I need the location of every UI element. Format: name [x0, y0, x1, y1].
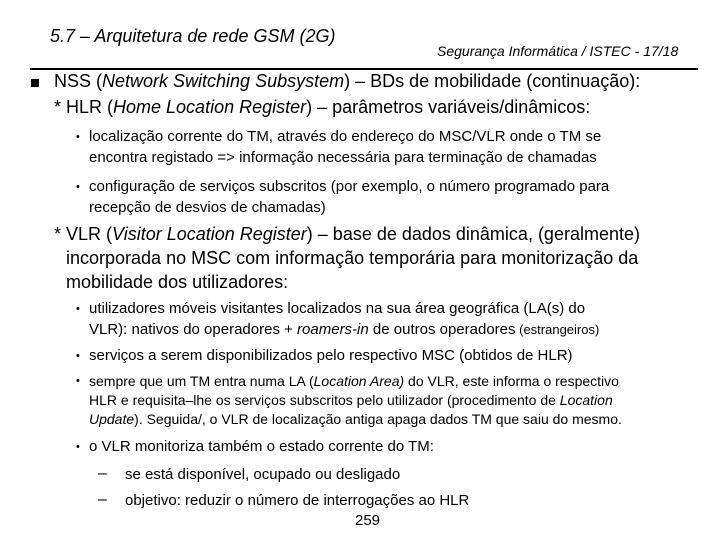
- vlr-b3-l2-pre: HLR e requisita–lhe os serviços subscritos pelo utilizador (procedimento de: [89, 392, 560, 408]
- hlr-post: ) – parâmetros variáveis/dinâmicos:: [306, 97, 591, 117]
- vlr-line-2: incorporada no MSC com informação temporária para monitorização da: [66, 248, 639, 268]
- nss-em: Network Switching Subsystem: [102, 71, 345, 91]
- vlr-b1-pre: VLR): nativos do operadores +: [89, 321, 298, 338]
- dot-bullet-icon: •: [76, 131, 80, 143]
- nss-post: ) – BDs de mobilidade (continuação):: [344, 71, 641, 91]
- sub-item-2: objetivo: reduzir o número de interrogações ao HLR: [125, 492, 470, 509]
- vlr-b1-post: de outros operadores: [368, 321, 516, 338]
- hlr-pre: * HLR (: [54, 97, 114, 117]
- dash-bullet-icon: –: [98, 465, 107, 482]
- dot-bullet-icon: •: [76, 375, 80, 387]
- vlr-b1-small: (estrangeiros): [515, 322, 600, 337]
- vlr-bullet-3-line-3: [89, 411, 622, 427]
- dot-bullet-icon: •: [76, 303, 80, 315]
- nss-heading: [54, 71, 640, 92]
- hlr-bullet-1-line-2: encontra registado => informação necessária para terminação de chamadas: [89, 149, 597, 166]
- vlr-bullet-1-line-2: [89, 321, 599, 338]
- vlr-b3-l1-pre: sempre que um TM entra numa LA (: [89, 373, 314, 389]
- dot-bullet-icon: •: [76, 350, 80, 362]
- vlr-b1-em: roamers-in: [297, 321, 369, 338]
- dash-bullet-icon: –: [98, 491, 107, 508]
- page-number: 259: [355, 512, 381, 529]
- vlr-b3-l1-em: Location Area): [313, 373, 405, 389]
- nss-pre: NSS (: [54, 71, 103, 91]
- square-bullet-icon: [31, 79, 39, 87]
- dot-bullet-icon: •: [76, 441, 80, 453]
- vlr-b3-l3-em: Update: [89, 411, 135, 427]
- vlr-bullet-4: o VLR monitoriza também o estado corrente do TM:: [89, 438, 434, 455]
- hlr-bullet-1-line-1: localização corrente do TM, através do endereço do MSC/VLR onde o TM se: [89, 128, 602, 145]
- vlr-heading: [54, 224, 640, 245]
- header-divider: [30, 68, 698, 70]
- hlr-em: Home Location Register: [113, 97, 307, 117]
- vlr-post: ) – base de dados dinâmica, (geralmente): [306, 224, 640, 244]
- vlr-pre: * VLR (: [54, 224, 113, 244]
- slide-subtitle: Segurança Informática / ISTEC - 17/18: [437, 43, 679, 59]
- vlr-bullet-1-line-1: utilizadores móveis visitantes localizados na sua área geográfica (LA(s) do: [89, 300, 586, 317]
- vlr-bullet-2: serviços a serem disponibilizados pelo respectivo MSC (obtidos de HLR): [89, 347, 573, 364]
- vlr-em: Visitor Location Register: [112, 224, 307, 244]
- vlr-line-3: mobilidade dos utilizadores:: [66, 272, 289, 292]
- vlr-b3-l1-post: do VLR, este informa o respectivo: [404, 373, 619, 389]
- slide-title: 5.7 – Arquitetura de rede GSM (2G): [50, 26, 336, 46]
- vlr-b3-l3-post: ). Seguida/, o VLR de localização antiga apaga dados TM que saiu do mesmo.: [134, 411, 622, 427]
- sub-item-1: se está disponível, ocupado ou desligado: [125, 466, 401, 483]
- vlr-bullet-3-line-2: [89, 392, 613, 408]
- hlr-bullet-2-line-1: configuração de serviços subscritos (por exemplo, o número programado para: [89, 178, 610, 195]
- dot-bullet-icon: •: [76, 181, 80, 193]
- vlr-bullet-3-line-1: [89, 373, 619, 389]
- hlr-heading: [54, 97, 590, 118]
- vlr-b3-l2-em: Location: [559, 392, 613, 408]
- hlr-bullet-2-line-2: recepção de desvios de chamadas): [89, 199, 326, 216]
